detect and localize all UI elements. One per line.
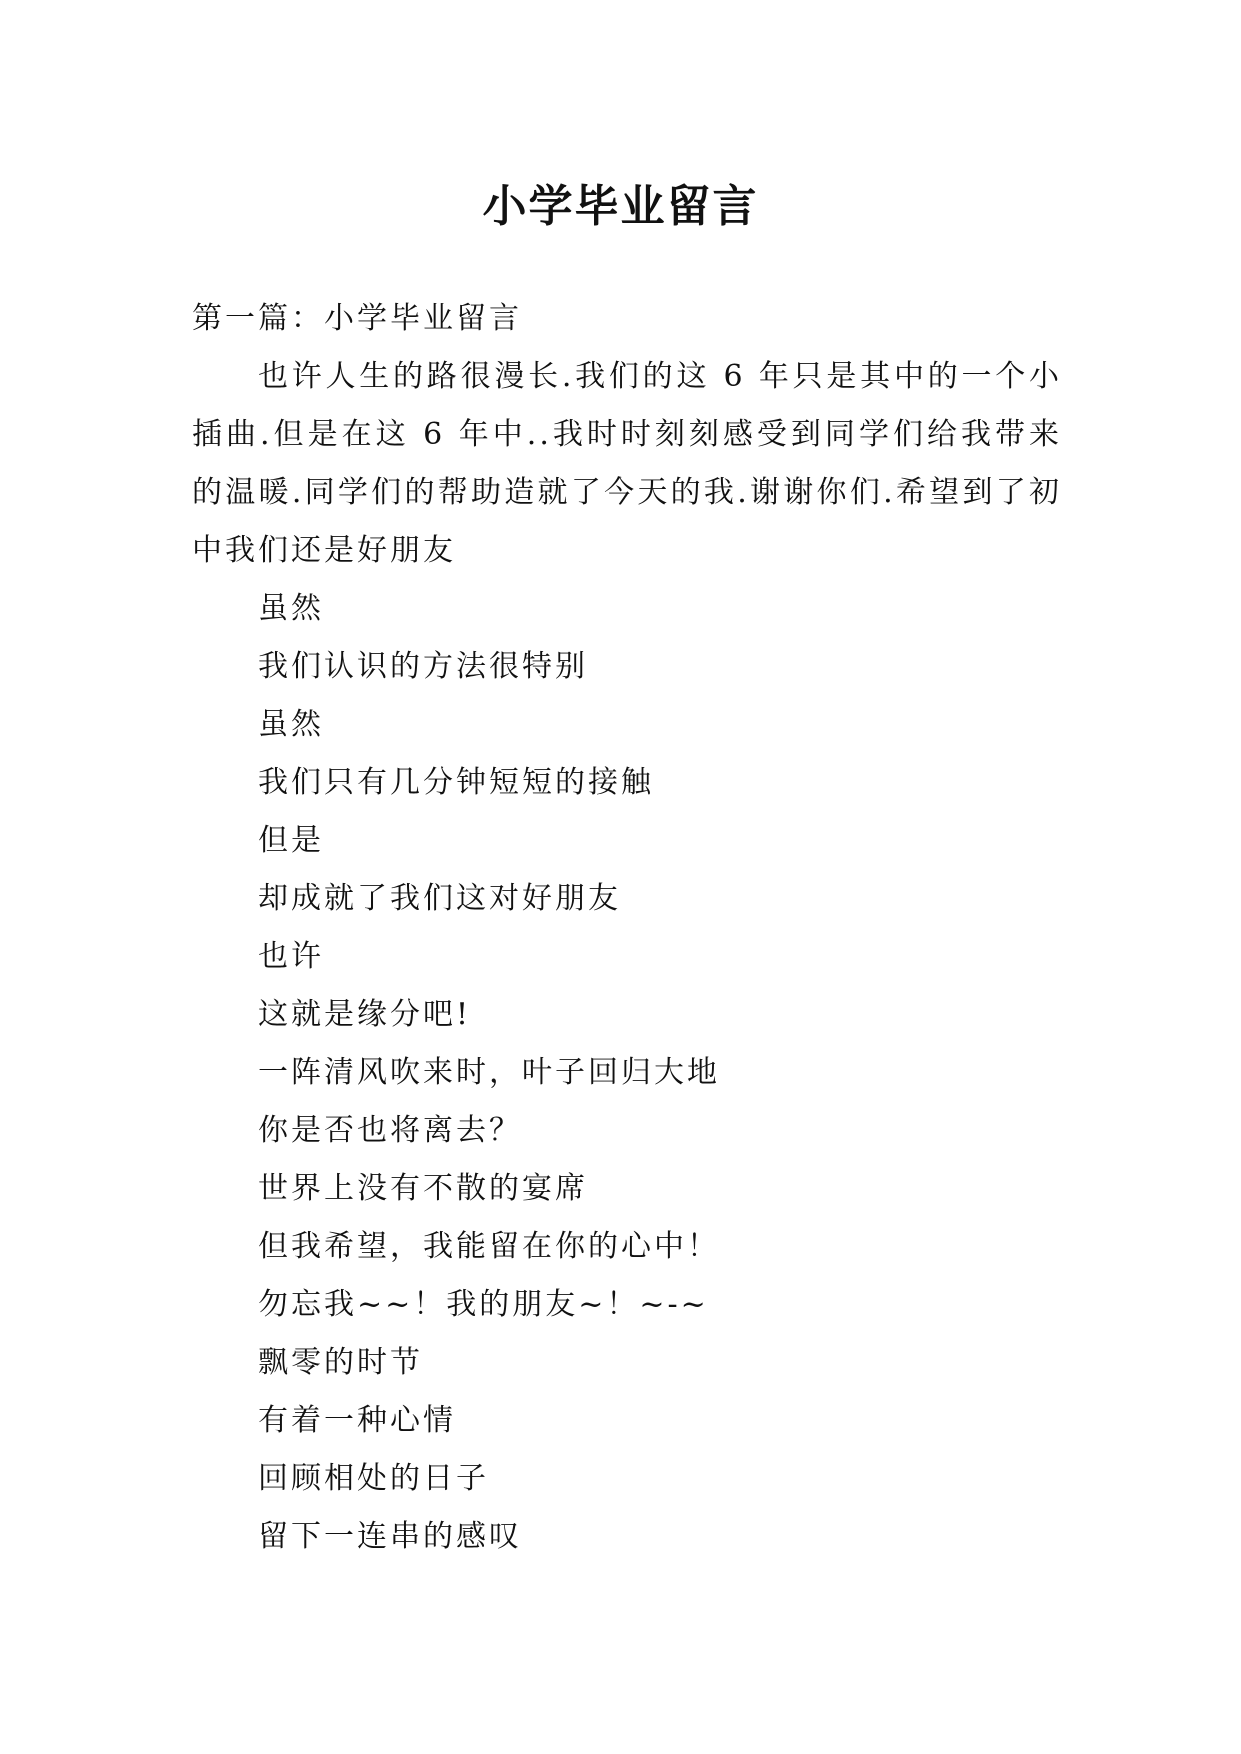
poem-line: 勿忘我~~！我的朋友~！~-~ <box>258 1287 709 1322</box>
poem <box>192 580 1062 1566</box>
document-title: 小学毕业留言 <box>482 181 759 233</box>
poem-line: 一阵清风吹来时，叶子回归大地 <box>258 1055 720 1090</box>
poem-line: 世界上没有不散的宴席 <box>258 1171 588 1206</box>
poem-line: 我们认识的方法很特别 <box>258 649 588 684</box>
poem-line: 我们只有几分钟短短的接触 <box>258 765 654 800</box>
poem-line: 留下一连串的感叹 <box>258 1519 522 1554</box>
section-heading: 第一篇：小学毕业留言 <box>192 301 522 336</box>
poem-line: 虽然 <box>258 707 324 742</box>
poem-line: 虽然 <box>258 591 324 626</box>
poem-line: 也许 <box>258 939 324 974</box>
poem-line: 回顾相处的日子 <box>258 1461 489 1496</box>
poem-line: 却成就了我们这对好朋友 <box>258 881 621 916</box>
poem-line: 有着一种心情 <box>258 1403 456 1438</box>
poem-line: 但我希望，我能留在你的心中！ <box>258 1229 720 1264</box>
poem-line: 飘零的时节 <box>258 1345 423 1380</box>
document-body <box>192 290 1062 1566</box>
poem-line: 这就是缘分吧! <box>258 997 472 1032</box>
intro-paragraph: 也许人生的路很漫长.我们的这 6 年只是其中的一个小插曲.但是在这 6 年中..我时时刻刻感受到同学们给我带来的温暖.同学们的帮助造就了今天的我.谢谢你们.希望到了初中我们还是好朋友 <box>192 359 1062 568</box>
poem-line: 你是否也将离去？ <box>258 1113 522 1148</box>
poem-line: 但是 <box>258 823 324 858</box>
